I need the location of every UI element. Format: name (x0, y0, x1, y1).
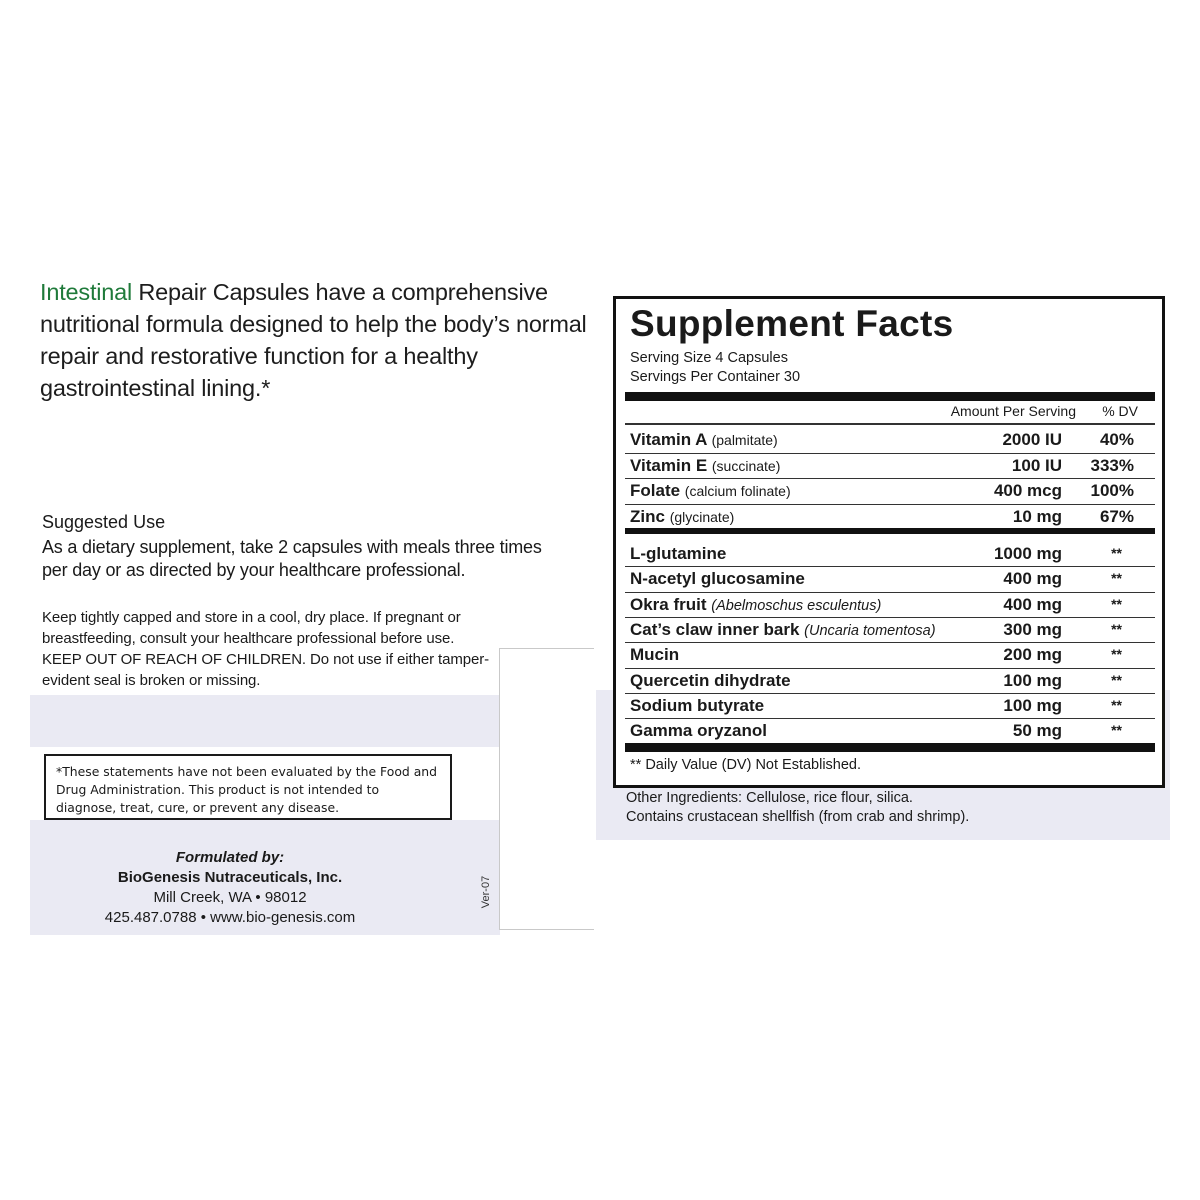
background-band (30, 695, 500, 747)
nutrient-name-cell (630, 507, 734, 527)
nutrient-row (630, 643, 1148, 668)
nutrient-form: (glycinate) (669, 508, 735, 525)
nutrient-daily-value: ** (1111, 722, 1122, 739)
divider-thin (625, 423, 1155, 425)
nutrient-name: N-acetyl glucosamine (630, 569, 805, 589)
nutrient-amount: 10 mg (1012, 506, 1062, 526)
allergen-statement: Contains crustacean shellfish (from crab and shrimp). (626, 809, 970, 825)
nutrient-name: L-glutamine (630, 544, 727, 563)
intro-lead-word: Intestinal (40, 279, 133, 305)
nutrient-daily-value: 333% (1090, 455, 1134, 475)
divider-thick (625, 743, 1155, 752)
daily-value-note: ** Daily Value (DV) Not Established. (630, 757, 862, 773)
nutrient-name-cell (630, 721, 767, 741)
nutrient-name-cell (630, 544, 726, 564)
nutrient-name: Cat’s claw inner bark (630, 619, 800, 639)
nutrient-row (630, 454, 1148, 479)
nutrient-amount: 300 mg (1003, 619, 1062, 639)
nutrient-name-cell (630, 481, 791, 501)
nutrient-daily-value: ** (1111, 570, 1122, 587)
manufacturer-block (40, 848, 420, 928)
nutrient-amount: 400 mg (1003, 569, 1062, 589)
nutrient-amount: 400 mg (1003, 594, 1062, 614)
nutrient-amount: 400 mcg (993, 481, 1062, 500)
nutrient-form: (succinate) (711, 457, 781, 474)
nutrient-daily-value: ** (1111, 545, 1122, 561)
nutrient-amount: 100 mg (1003, 670, 1062, 690)
nutrient-name-cell (630, 620, 936, 640)
nutrient-daily-value: ** (1111, 671, 1122, 688)
nutrient-row (630, 542, 1148, 567)
nutrient-row (630, 428, 1148, 453)
fda-disclaimer-box (44, 754, 452, 820)
nutrient-name-cell (630, 430, 778, 450)
nutrient-row (630, 618, 1148, 643)
nutrient-amount: 50 mg (1012, 721, 1062, 741)
intro-paragraph (40, 276, 600, 404)
nutrient-row (630, 479, 1148, 504)
nutrient-name-cell (630, 645, 679, 665)
nutrient-form: (Uncaria tomentosa) (804, 622, 936, 639)
nutrient-row (630, 669, 1148, 694)
nutrient-daily-value: ** (1111, 696, 1122, 713)
nutrient-row (630, 567, 1148, 592)
nutrient-row (630, 505, 1148, 530)
suggested-use-text: As a dietary supplement, take 2 capsules with meals three times per day or as directed by your healthcare professional. (42, 537, 542, 580)
nutrient-daily-value: 67% (1099, 506, 1134, 526)
nutrient-form: (Abelmoschus esculentus) (711, 597, 882, 614)
nutrient-name: Vitamin A (630, 430, 707, 449)
nutrient-name-cell (630, 671, 791, 691)
nutrient-form: (calcium folinate) (684, 483, 791, 499)
nutrient-name-cell (630, 595, 881, 615)
company-address: Mill Creek, WA • 98012 (153, 889, 307, 906)
divider-thick (625, 392, 1155, 401)
serving-size: Serving Size 4 Capsules (630, 350, 788, 366)
nutrient-name: Mucin (630, 645, 680, 665)
other-ingredients: Other Ingredients: Cellulose, rice flour, silica. (626, 790, 913, 806)
nutrient-daily-value: ** (1111, 620, 1122, 637)
nutrient-name: Okra fruit (630, 594, 707, 614)
nutrient-name: Vitamin E (630, 455, 708, 475)
nutrient-daily-value: 40% (1099, 430, 1134, 449)
nutrient-daily-value: ** (1111, 595, 1122, 612)
version-code: Ver-07 (480, 875, 493, 909)
label-tab-panel (499, 648, 594, 930)
fda-disclaimer-text: *These statements have not been evaluated by the Food and Drug Administration. This product is not intended to diagnose, treat, cure, or prevent any disease. (56, 764, 438, 815)
nutrient-name: Quercetin dihydrate (630, 670, 791, 690)
nutrient-amount: 2000 IU (1002, 430, 1062, 449)
nutrient-name: Sodium butyrate (630, 695, 765, 715)
nutrient-amount: 200 mg (1003, 645, 1062, 665)
nutrient-form: (palmitate) (711, 432, 778, 448)
nutrient-name: Gamma oryzanol (630, 721, 767, 741)
nutrient-daily-value: 100% (1090, 481, 1134, 500)
servings-per-container: Servings Per Container 30 (630, 369, 801, 385)
nutrient-name-cell (630, 456, 780, 476)
facts-title: Supplement Facts (630, 303, 954, 344)
nutrient-row (630, 593, 1148, 618)
company-contact: 425.487.0788 • www.bio-genesis.com (104, 909, 356, 926)
intro-text: Repair Capsules have a comprehensive nutritional formula designed to help the body’s normal repair and restorative function for a healthy gastrointestinal lining.* (40, 279, 587, 401)
company-name: BioGenesis Nutraceuticals, Inc. (117, 869, 343, 886)
divider-medium (625, 528, 1155, 534)
nutrient-daily-value: ** (1111, 646, 1122, 663)
nutrient-row (630, 694, 1148, 719)
daily-value-header: % DV (1102, 403, 1138, 419)
nutrient-name: Folate (630, 481, 681, 500)
nutrient-name-cell (630, 569, 805, 589)
nutrient-amount: 100 IU (1011, 455, 1062, 475)
nutrient-row (630, 719, 1148, 744)
storage-warning-text: Keep tightly capped and store in a cool, dry place. If pregnant or breastfeeding, consult your healthcare professional before use. KEEP OUT OF REACH OF CHILDREN. Do not use if either tamper-evident seal is broken or missing. (42, 609, 490, 689)
nutrient-amount: 100 mg (1003, 695, 1062, 715)
suggested-use-heading: Suggested Use (42, 512, 166, 532)
formulated-by-label: Formulated by: (175, 849, 285, 866)
nutrient-amount: 1000 mg (993, 544, 1062, 563)
nutrient-name: Zinc (630, 506, 665, 526)
amount-per-serving-header: Amount Per Serving (950, 403, 1076, 419)
nutrient-name-cell (630, 696, 764, 716)
supplement-facts-panel (613, 296, 1165, 788)
